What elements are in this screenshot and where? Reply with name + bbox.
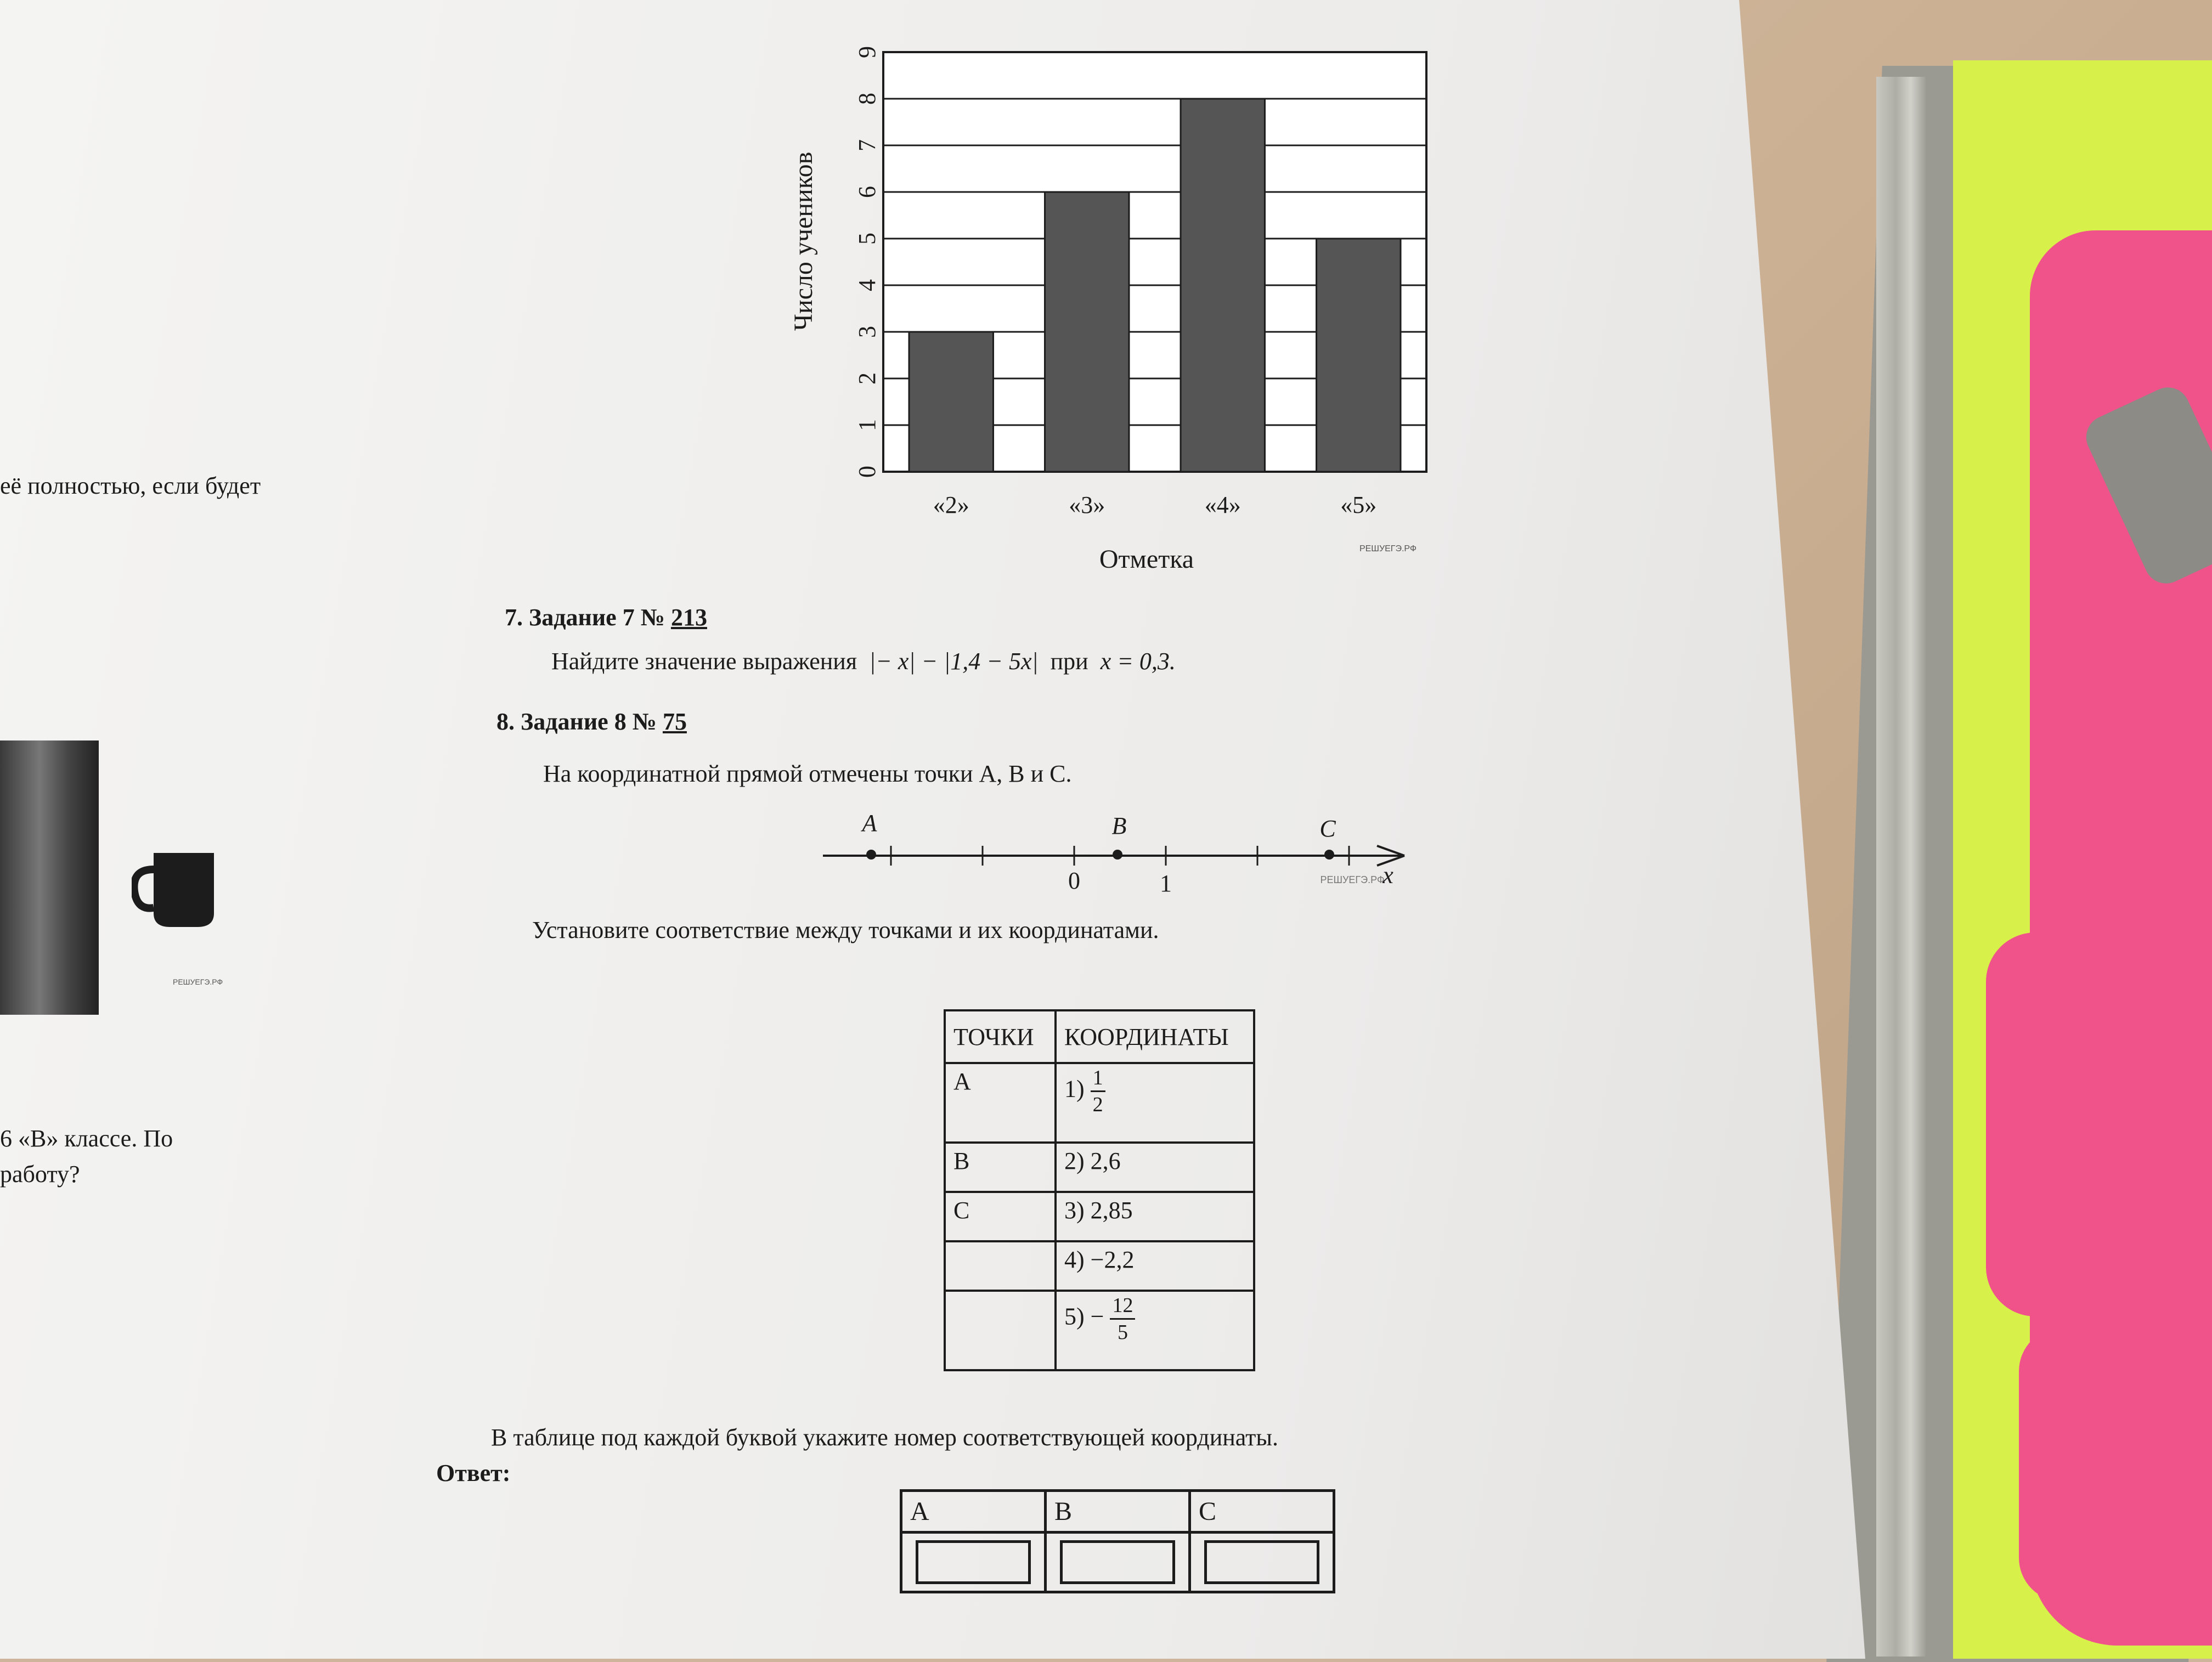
- task7-heading: 7. Задание 7 № 213: [505, 604, 707, 631]
- answer-input-c[interactable]: [1204, 1540, 1319, 1584]
- task7-condition: x = 0,3.: [1100, 648, 1176, 675]
- task8-instruction: Установите соответствие между точками и их координатами.: [532, 917, 1159, 943]
- table-row: [945, 1291, 1254, 1370]
- answer-input-row: [901, 1533, 1334, 1592]
- table-row: [945, 1143, 1254, 1192]
- table-cell-point: [945, 1291, 1056, 1370]
- chart-x-axis-label: Отметка: [1099, 545, 1194, 574]
- answer-input-a[interactable]: [916, 1540, 1031, 1584]
- numberline-watermark: РЕШУЕГЭ.РФ: [1320, 874, 1385, 885]
- table-cell-coord: 4) −2,2: [1056, 1241, 1254, 1291]
- bar-3: [1181, 99, 1265, 472]
- left-text-fragment: работу?: [0, 1161, 80, 1188]
- number-line: [812, 806, 1437, 905]
- answer-header: A: [901, 1491, 1046, 1533]
- table-cell-coord: 2) 2,6: [1056, 1143, 1254, 1192]
- task8-intro: На координатной прямой отмечены точки А, В и С.: [543, 760, 1072, 787]
- point-c-label: C: [1319, 815, 1336, 842]
- y-tick-label: 5: [854, 233, 881, 245]
- x-tick-label: «5»: [1340, 491, 1377, 518]
- x-axis-label: x: [1383, 862, 1393, 889]
- bar-2: [1045, 192, 1129, 472]
- chart-x-ticks: [933, 491, 1377, 518]
- y-tick-label: 0: [854, 466, 881, 478]
- answer-header: C: [1190, 1491, 1334, 1533]
- task7-text: Найдите значение выражения |− x| − |1,4 − 5x| при x = 0,3.: [551, 648, 1176, 675]
- y-tick-label: 3: [854, 326, 881, 338]
- answer-cell-a: [901, 1533, 1046, 1592]
- zero-label: 0: [1068, 867, 1080, 894]
- answer-cell-c: [1190, 1533, 1334, 1592]
- left-text-fragment: её полностью, если будет: [0, 472, 261, 499]
- y-tick-label: 2: [854, 372, 881, 385]
- task8-heading: 8. Задание 8 № 75: [496, 708, 687, 735]
- x-tick-label: «3»: [1069, 491, 1105, 518]
- table-cell-point: [945, 1241, 1056, 1291]
- task8-number-link[interactable]: 75: [662, 708, 687, 735]
- kettle-photo: [0, 740, 99, 1015]
- point-c-marker: [1324, 850, 1334, 860]
- answer-header: B: [1046, 1491, 1190, 1533]
- table-row: [945, 1241, 1254, 1291]
- chart-watermark: РЕШУЕГЭ.РФ: [1359, 544, 1417, 553]
- one-label: 1: [1160, 870, 1172, 897]
- table-cell-coord: 5) − $\frac{12}{5}$: [1056, 1291, 1254, 1370]
- answer-instruction: В таблице под каждой буквой укажите номер соответствующей координаты.: [491, 1424, 1278, 1451]
- y-tick-label: 1: [854, 419, 881, 431]
- answer-table: [900, 1489, 1335, 1593]
- cover-pink-pattern: [1986, 932, 2123, 1316]
- answer-label: Ответ:: [436, 1460, 511, 1486]
- cover-pink-pattern: [2019, 1327, 2140, 1602]
- point-a-marker: [866, 850, 876, 860]
- answer-header-row: [901, 1491, 1334, 1533]
- table-cell-point: A: [945, 1063, 1056, 1143]
- table-row: [945, 1063, 1254, 1143]
- point-b-marker: [1113, 850, 1122, 860]
- y-tick-label: 6: [854, 186, 881, 198]
- answer-cell-b: [1046, 1533, 1190, 1592]
- table-cell-point: B: [945, 1143, 1056, 1192]
- left-text-fragment: 6 «В» классе. По: [0, 1125, 173, 1152]
- chart-y-axis-label: Число учеников: [789, 151, 818, 331]
- table-header-row: [945, 1010, 1254, 1063]
- table-cell-coord: 3) 2,85: [1056, 1192, 1254, 1241]
- table-row: [945, 1192, 1254, 1241]
- y-tick-label: 9: [854, 46, 881, 58]
- bar-1: [909, 332, 993, 472]
- y-tick-label: 8: [854, 93, 881, 105]
- point-a-label: A: [862, 810, 877, 836]
- table-cell-coord: 1) $\frac{1}{2}$: [1056, 1063, 1254, 1143]
- bar-4: [1317, 239, 1401, 472]
- mug-image: [132, 847, 219, 930]
- chart-y-ticks: [854, 46, 881, 478]
- point-b-label: B: [1111, 812, 1127, 839]
- answer-input-b[interactable]: [1060, 1540, 1175, 1584]
- notebook-pages: [1876, 77, 1926, 1657]
- y-tick-label: 4: [854, 279, 881, 291]
- task7-number-link[interactable]: 213: [670, 604, 707, 631]
- x-tick-label: «2»: [933, 491, 969, 518]
- x-tick-label: «4»: [1204, 491, 1241, 518]
- left-watermark: РЕШУЕГЭ.РФ: [173, 977, 223, 986]
- bar-chart: [768, 27, 1481, 576]
- table-header: ТОЧКИ: [945, 1010, 1056, 1063]
- table-header: КООРДИНАТЫ: [1056, 1010, 1254, 1063]
- y-tick-label: 7: [854, 139, 881, 151]
- table-cell-point: C: [945, 1192, 1056, 1241]
- matching-table: [944, 1009, 1255, 1371]
- task7-expression: |− x| − |1,4 − 5x|: [869, 648, 1039, 675]
